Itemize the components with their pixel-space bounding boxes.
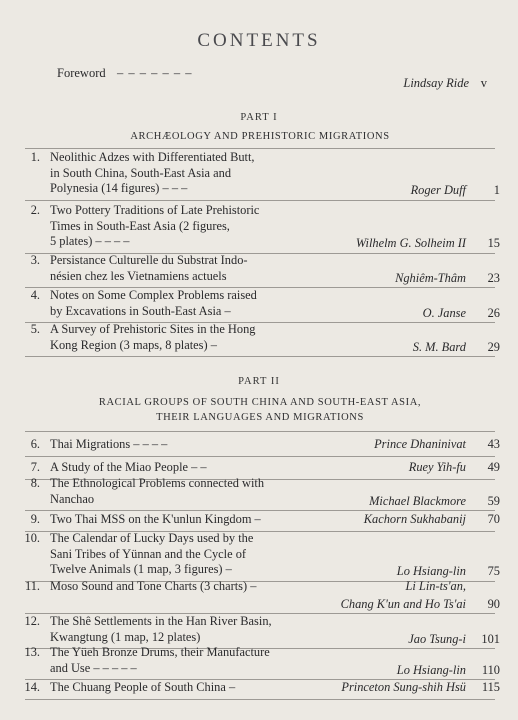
entry-title-line: Moso Sound and Tone Charts (3 charts) – bbox=[50, 579, 257, 593]
entry-title bbox=[50, 614, 315, 645]
entry-title-line: by Excavations in South-East Asia – bbox=[50, 303, 231, 318]
toc-entry bbox=[0, 437, 518, 453]
entry-page-number: 90 bbox=[487, 596, 500, 611]
entry-author: Jao Tsung-i bbox=[408, 631, 466, 646]
page-title: CONTENTS bbox=[197, 30, 321, 51]
entry-title-line: Thai Migrations – – – – bbox=[50, 437, 168, 451]
entry-title bbox=[50, 512, 315, 528]
entry-title-line: in South China, South-East Asia and bbox=[50, 165, 232, 180]
entry-title-line: Twelve Animals (1 map, 3 figures) – bbox=[50, 562, 232, 577]
entry-title-line: A Study of the Miao People – – bbox=[50, 460, 207, 474]
entry-author: S. M. Bard bbox=[412, 339, 466, 354]
entry-page-number: 70 bbox=[487, 512, 500, 526]
entry-author: Roger Duff bbox=[410, 183, 466, 198]
entry-title-line: Nanchao bbox=[50, 491, 95, 506]
part2-divider bbox=[25, 431, 495, 432]
entry-title bbox=[50, 531, 315, 578]
toc-entry bbox=[0, 203, 518, 250]
entry-author: Li Lin-ts'an, bbox=[405, 579, 466, 593]
entry-title bbox=[50, 680, 315, 696]
entry-number: 5. bbox=[30, 322, 40, 336]
entry-number: 6. bbox=[30, 437, 40, 451]
entry-title-line: Times in South-East Asia (2 figures, bbox=[50, 218, 230, 233]
entry-number: 10. bbox=[24, 531, 40, 545]
entry-page-number: 59 bbox=[487, 493, 500, 508]
entry-title-line: Kong Region (3 maps, 8 plates) – bbox=[50, 337, 217, 352]
foreword-page: v bbox=[480, 76, 487, 90]
entry-title bbox=[50, 150, 315, 197]
part2-subtitle-line2: THEIR LANGUAGES AND MIGRATIONS bbox=[156, 412, 364, 423]
part1-title: PART I bbox=[240, 112, 278, 123]
part1-divider bbox=[25, 148, 495, 149]
part1-subtitle: ARCHÆOLOGY AND PREHISTORIC MIGRATIONS bbox=[130, 131, 390, 142]
toc-entry bbox=[0, 579, 518, 611]
entry-number: 7. bbox=[30, 460, 40, 474]
entry-page-number: 115 bbox=[481, 680, 500, 694]
entry-page-number: 49 bbox=[487, 460, 500, 474]
entry-author: O. Janse bbox=[422, 305, 466, 320]
entry-title-line: Kwangtung (1 map, 12 plates) bbox=[50, 629, 201, 644]
entry-title bbox=[50, 437, 315, 453]
entry-title-line: Polynesia (14 figures) – – – bbox=[50, 181, 188, 196]
toc-entry bbox=[0, 150, 518, 197]
entry-title bbox=[50, 203, 315, 250]
entry-divider bbox=[25, 356, 495, 357]
entry-author: Ruey Yih-fu bbox=[408, 460, 466, 474]
entry-title-line: and Use – – – – – bbox=[50, 660, 137, 675]
entry-author: Nghiêm-Thâm bbox=[395, 270, 466, 285]
foreword-label: Foreword bbox=[57, 66, 106, 80]
toc-entry bbox=[0, 680, 518, 696]
entry-number: 9. bbox=[30, 512, 40, 526]
entry-title-line: The Shê Settlements in the Han River Basin, bbox=[50, 614, 272, 628]
entry-divider bbox=[25, 699, 495, 700]
foreword-entry bbox=[57, 66, 487, 90]
part2-title: PART II bbox=[238, 376, 280, 387]
entry-page-number: 1 bbox=[493, 183, 500, 198]
entry-title-line: A Survey of Prehistoric Sites in the Hong bbox=[50, 322, 256, 336]
entry-number: 14. bbox=[24, 680, 40, 694]
entry-number: 3. bbox=[30, 253, 40, 267]
entry-author: Kachorn Sukhabanij bbox=[363, 512, 466, 526]
foreword-leader: – – – – – – – bbox=[117, 66, 193, 80]
entry-author: Prince Dhaninivat bbox=[374, 437, 466, 451]
entry-title-line: Two Thai MSS on the K'unlun Kingdom – bbox=[50, 512, 261, 526]
entry-title-line: Notes on Some Complex Problems raised bbox=[50, 288, 257, 302]
entry-number: 13. bbox=[24, 645, 40, 659]
entry-page-number: 15 bbox=[487, 236, 500, 251]
toc-entry bbox=[0, 253, 518, 284]
entry-title-line: The Yüeh Bronze Drums, their Manufacture bbox=[50, 645, 270, 659]
foreword-author: Lindsay Ride bbox=[403, 76, 469, 90]
entry-title-line: The Ethnological Problems connected with bbox=[50, 476, 265, 490]
entry-page-number: 110 bbox=[481, 662, 500, 677]
entry-page-number: 26 bbox=[487, 305, 500, 320]
entry-title-line: Neolithic Adzes with Differentiated Butt, bbox=[50, 150, 255, 164]
entry-title-line: Sani Tribes of Yünnan and the Cycle of bbox=[50, 546, 247, 561]
entry-number: 1. bbox=[30, 150, 40, 164]
entry-page-number: 101 bbox=[481, 631, 500, 646]
entry-title-line: The Calendar of Lucky Days used by the bbox=[50, 531, 254, 545]
toc-entry bbox=[0, 645, 518, 676]
entry-title bbox=[50, 253, 315, 284]
toc-entry bbox=[0, 476, 518, 507]
entry-number: 2. bbox=[30, 203, 40, 217]
toc-entry bbox=[0, 460, 518, 476]
entry-number: 12. bbox=[24, 614, 40, 628]
toc-entry bbox=[0, 531, 518, 578]
part2-subtitle-line1: RACIAL GROUPS OF SOUTH CHINA AND SOUTH-EAST ASIA, bbox=[98, 397, 422, 408]
entry-title bbox=[50, 460, 315, 476]
toc-entry bbox=[0, 288, 518, 319]
entry-divider bbox=[25, 200, 495, 201]
entry-page-number: 43 bbox=[487, 437, 500, 451]
entry-title-line: The Chuang People of South China – bbox=[50, 680, 236, 694]
entry-title-line: Two Pottery Traditions of Late Prehistoric bbox=[50, 203, 260, 217]
entry-author: Wilhelm G. Solheim II bbox=[355, 236, 466, 251]
entry-number: 8. bbox=[30, 476, 40, 490]
entry-title bbox=[50, 288, 315, 319]
entry-author: Lo Hsiang-lin bbox=[396, 662, 466, 677]
entry-title-line: 5 plates) – – – – bbox=[50, 234, 130, 249]
entry-page-number: 29 bbox=[487, 339, 500, 354]
entry-number: 4. bbox=[30, 288, 40, 302]
toc-entry bbox=[0, 614, 518, 645]
entry-author: Princeton Sung-shih Hsü bbox=[341, 680, 466, 694]
entry-page-number: 75 bbox=[487, 564, 500, 579]
toc-entry bbox=[0, 322, 518, 353]
entry-title bbox=[50, 645, 315, 676]
entry-title-line: nésien chez les Vietnamiens actuels bbox=[50, 268, 227, 283]
entry-author-continued: Chang K'un and Ho Ts'ai bbox=[340, 596, 466, 611]
entry-author: Lo Hsiang-lin bbox=[396, 564, 466, 579]
entry-title bbox=[50, 579, 315, 595]
entry-author: Michael Blackmore bbox=[369, 493, 466, 508]
toc-entry bbox=[0, 512, 518, 528]
entry-number: 11. bbox=[24, 579, 40, 593]
entry-page-number: 23 bbox=[487, 270, 500, 285]
entry-divider bbox=[25, 456, 495, 457]
entry-title bbox=[50, 322, 315, 353]
entry-title-line: Persistance Culturelle du Substrat Indo- bbox=[50, 253, 248, 267]
entry-title bbox=[50, 476, 315, 507]
